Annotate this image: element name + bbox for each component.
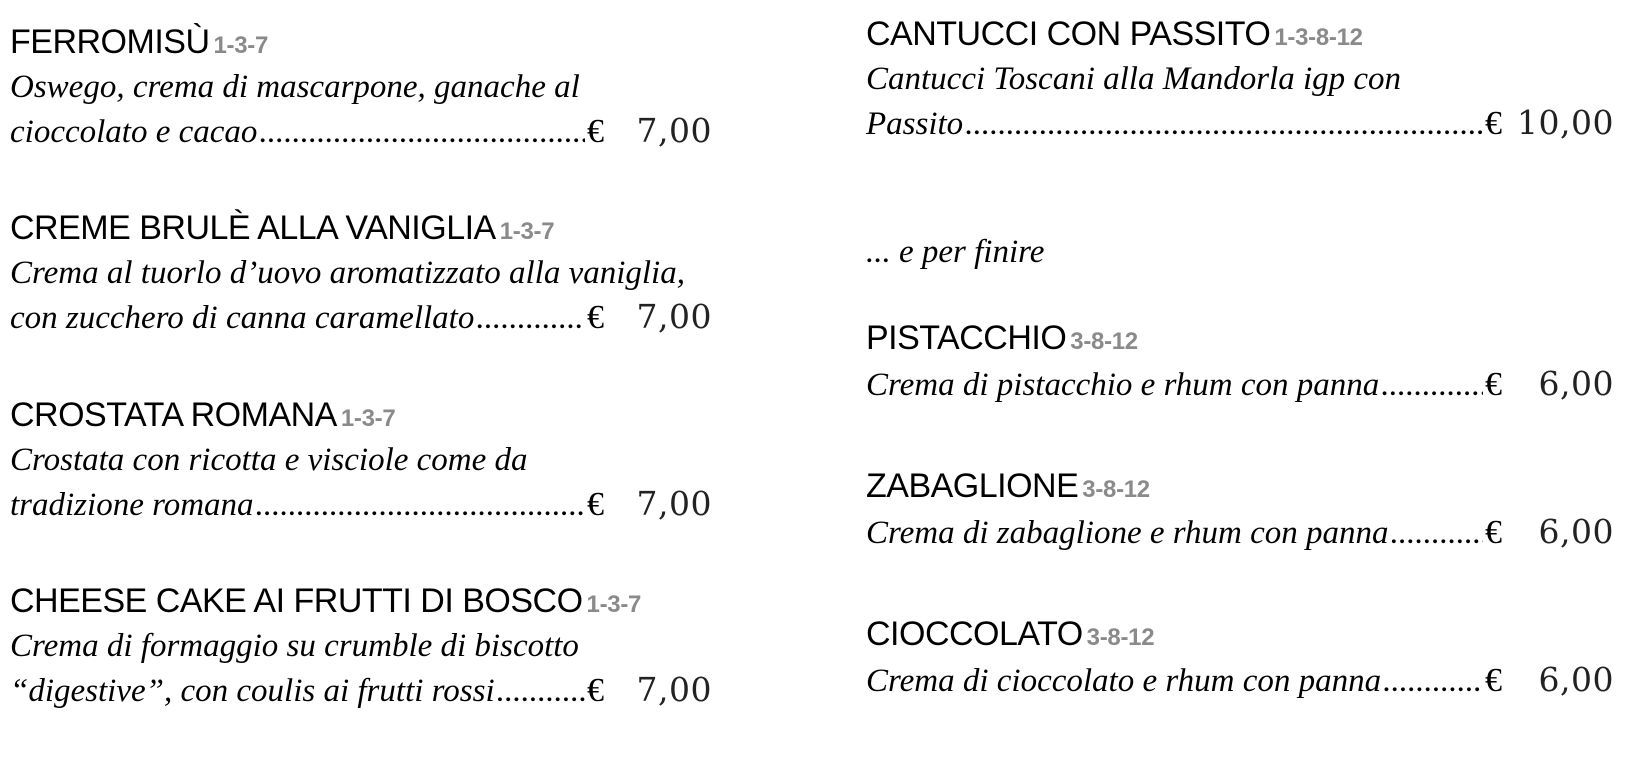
dot-leader	[497, 670, 585, 713]
dot-leader	[1390, 512, 1483, 555]
item-description: Crema di pistacchio e rhum con panna	[866, 367, 1380, 403]
item-description-line2: tradizione romana	[10, 487, 254, 523]
currency-symbol: €	[1485, 105, 1502, 142]
item-price: 7,00	[636, 111, 712, 150]
item-title: ZABAGLIONE	[866, 467, 1079, 505]
item-allergens: 1-3-7	[499, 218, 555, 245]
item-description: Crema di cioccolato e rhum con panna	[866, 663, 1382, 699]
item-title: PISTACCHIO	[866, 319, 1067, 357]
item-title-line	[10, 22, 765, 66]
item-price-line	[866, 510, 1614, 555]
section-heading: ... e per finire	[866, 234, 1045, 270]
item-allergens: 1-3-7	[213, 32, 269, 59]
menu-item-cioccolato	[866, 614, 1626, 703]
menu-item-zabaglione	[866, 466, 1626, 555]
item-price-line	[866, 658, 1614, 703]
item-price-line	[866, 362, 1614, 407]
item-allergens: 3-8-12	[1082, 476, 1150, 503]
item-description-line2: cioccolato e cacao	[10, 114, 258, 150]
item-title: CREME BRULÈ ALLA VANIGLIA	[10, 209, 496, 247]
item-price-line	[10, 295, 712, 340]
item-title-line	[10, 581, 765, 625]
item-description-line2: con zucchero di canna caramellato	[10, 300, 475, 336]
item-price: 7,00	[636, 670, 712, 709]
item-title: CHEESE CAKE AI FRUTTI DI BOSCO	[10, 582, 583, 620]
item-description-line1: Crema di formaggio su crumble di biscotto	[10, 628, 579, 664]
item-title-line	[10, 395, 765, 439]
currency-symbol: €	[587, 486, 604, 523]
item-price: 6,00	[1538, 660, 1614, 699]
item-price-line	[10, 668, 712, 713]
item-description-line1: Oswego, crema di mascarpone, ganache al	[10, 69, 580, 105]
item-title: FERROMISÙ	[10, 23, 210, 61]
item-price: 6,00	[1538, 364, 1614, 403]
currency-symbol: €	[587, 299, 604, 336]
dot-leader	[476, 297, 585, 340]
item-title-line	[866, 14, 1626, 58]
menu-item-ferromisu	[10, 22, 765, 154]
item-allergens: 1-3-7	[340, 405, 396, 432]
item-title: CIOCCOLATO	[866, 615, 1083, 653]
item-price: 7,00	[636, 297, 712, 336]
item-price: 10,00	[1517, 103, 1614, 142]
item-title: CANTUCCI CON PASSITO	[866, 15, 1271, 53]
item-description-line2: “digestive”, con coulis ai frutti rossi	[10, 673, 495, 709]
currency-symbol: €	[1485, 662, 1502, 699]
item-price: 7,00	[636, 484, 712, 523]
dot-leader	[1383, 660, 1483, 703]
item-title-line	[866, 614, 1626, 658]
currency-symbol: €	[587, 672, 604, 709]
item-description: Crema di zabaglione e rhum con panna	[866, 515, 1389, 551]
item-description-line1: Crema al tuorlo d’uovo aromatizzato alla vaniglia,	[10, 255, 685, 291]
item-title-line	[866, 318, 1626, 362]
currency-symbol: €	[1485, 366, 1502, 403]
item-allergens: 3-8-12	[1086, 624, 1155, 651]
dot-leader	[965, 103, 1483, 146]
menu-item-crostata-romana	[10, 395, 765, 527]
item-allergens: 1-3-8-12	[1274, 24, 1363, 51]
item-allergens: 1-3-7	[586, 591, 642, 618]
item-description-line1: Cantucci Toscani alla Mandorla igp con	[866, 61, 1402, 97]
item-title: CROSTATA ROMANA	[10, 396, 337, 434]
currency-symbol: €	[1485, 514, 1502, 551]
item-description-line2: Passito	[866, 106, 964, 142]
item-allergens: 3-8-12	[1070, 328, 1138, 355]
menu-item-pistacchio	[866, 318, 1626, 407]
item-price-line	[866, 101, 1614, 146]
currency-symbol: €	[587, 113, 604, 150]
item-title-line	[866, 466, 1626, 510]
menu-item-creme-brule	[10, 208, 765, 340]
item-title-line	[10, 208, 765, 252]
item-price-line	[10, 482, 712, 527]
menu-item-cheese-cake	[10, 581, 765, 713]
item-price: 6,00	[1538, 512, 1614, 551]
dot-leader	[256, 484, 585, 527]
menu-item-cantucci	[866, 14, 1626, 146]
item-description-line1: Crostata con ricotta e visciole come da	[10, 442, 528, 478]
dot-leader	[1381, 364, 1483, 407]
dot-leader	[259, 111, 585, 154]
item-price-line	[10, 109, 712, 154]
